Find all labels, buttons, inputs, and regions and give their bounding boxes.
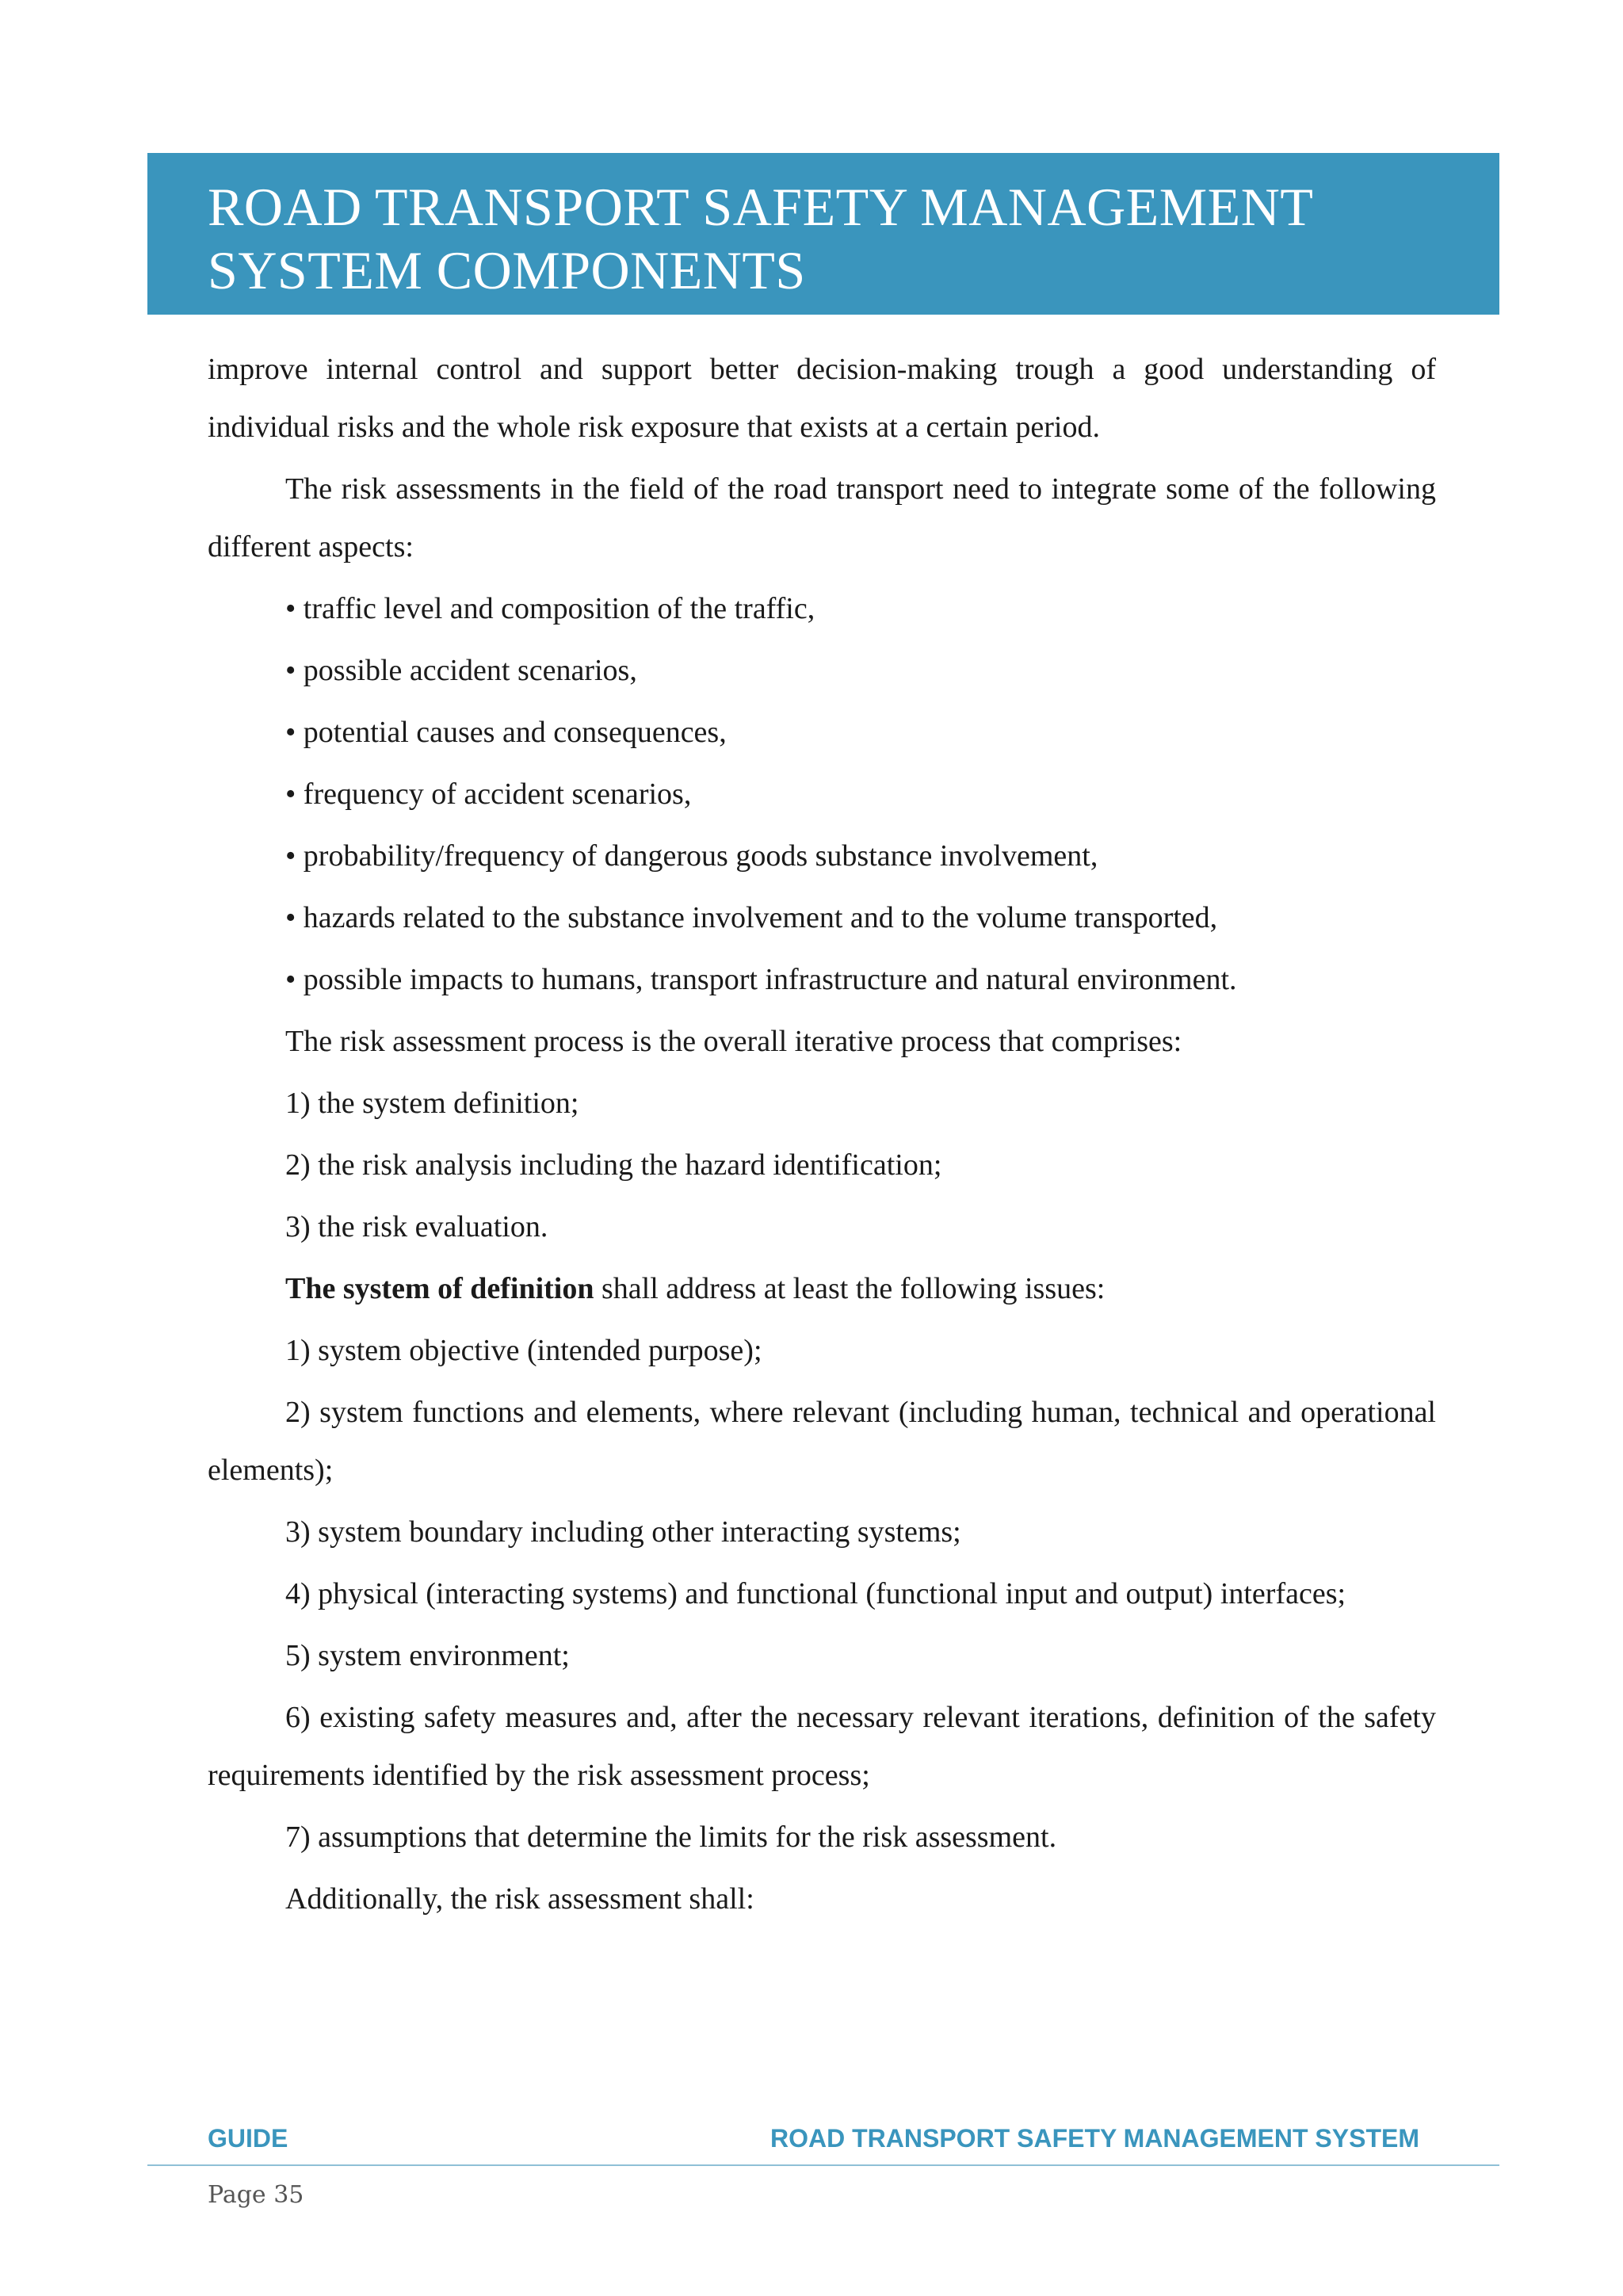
aspect-item: • hazards related to the substance involvement and to the volume transported, <box>285 901 1218 934</box>
intro-continuation-paragraph: improve internal control and support better decision-making trough a good understanding of individual risks and the whole risk exposure that exists at a certain period. <box>208 353 1436 444</box>
section-title-line-1: ROAD TRANSPORT SAFETY MANAGEMENT <box>208 177 1314 237</box>
closing-paragraph: Additionally, the risk assessment shall: <box>285 1882 754 1916</box>
definition-item: 6) existing safety measures and, after the necessary relevant iterations, definition of the safety requirements identified by the risk assessment process; <box>208 1701 1436 1792</box>
definition-item: 4) physical (interacting systems) and functional (functional input and output) interfaces; <box>285 1577 1346 1610</box>
aspect-item: • possible impacts to humans, transport infrastructure and natural environment. <box>285 963 1237 996</box>
definition-item: 2) system functions and elements, where relevant (including human, technical and operational elements); <box>208 1396 1436 1487</box>
footer-document-title: ROAD TRANSPORT SAFETY MANAGEMENT SYSTEM <box>770 2124 1419 2153</box>
definition-item: 7) assumptions that determine the limits for the risk assessment. <box>285 1820 1057 1854</box>
aspect-item: • traffic level and composition of the traffic, <box>285 592 815 625</box>
definition-intro-paragraph <box>208 1260 1436 1318</box>
aspect-item: • possible accident scenarios, <box>285 654 637 687</box>
process-step: 1) the system definition; <box>285 1087 579 1120</box>
process-intro-paragraph: The risk assessment process is the overall iterative process that comprises: <box>285 1025 1182 1058</box>
definition-item: 3) system boundary including other interacting systems; <box>285 1515 961 1549</box>
definition-bold-term: The system of definition <box>285 1272 594 1305</box>
footer-guide-label: GUIDE <box>208 2124 288 2153</box>
document-body <box>208 341 1436 1932</box>
definition-item: 5) system environment; <box>285 1639 570 1672</box>
aspect-item: • probability/frequency of dangerous goods substance involvement, <box>285 839 1098 873</box>
process-step: 2) the risk analysis including the hazard identification; <box>285 1148 942 1182</box>
footer-divider <box>147 2164 1499 2166</box>
definition-intro-rest: shall address at least the following issues: <box>594 1272 1106 1305</box>
page-number: Page 35 <box>208 2181 304 2209</box>
definition-item: 1) system objective (intended purpose); <box>285 1334 762 1367</box>
section-title <box>208 175 1499 302</box>
aspects-intro-paragraph: The risk assessments in the field of the road transport need to integrate some of the following different aspects: <box>208 472 1436 563</box>
section-title-line-2: SYSTEM COMPONENTS <box>208 240 806 300</box>
aspect-item: • potential causes and consequences, <box>285 716 727 749</box>
process-step: 3) the risk evaluation. <box>285 1210 548 1244</box>
section-header-band <box>147 153 1499 315</box>
aspect-item: • frequency of accident scenarios, <box>285 777 692 811</box>
